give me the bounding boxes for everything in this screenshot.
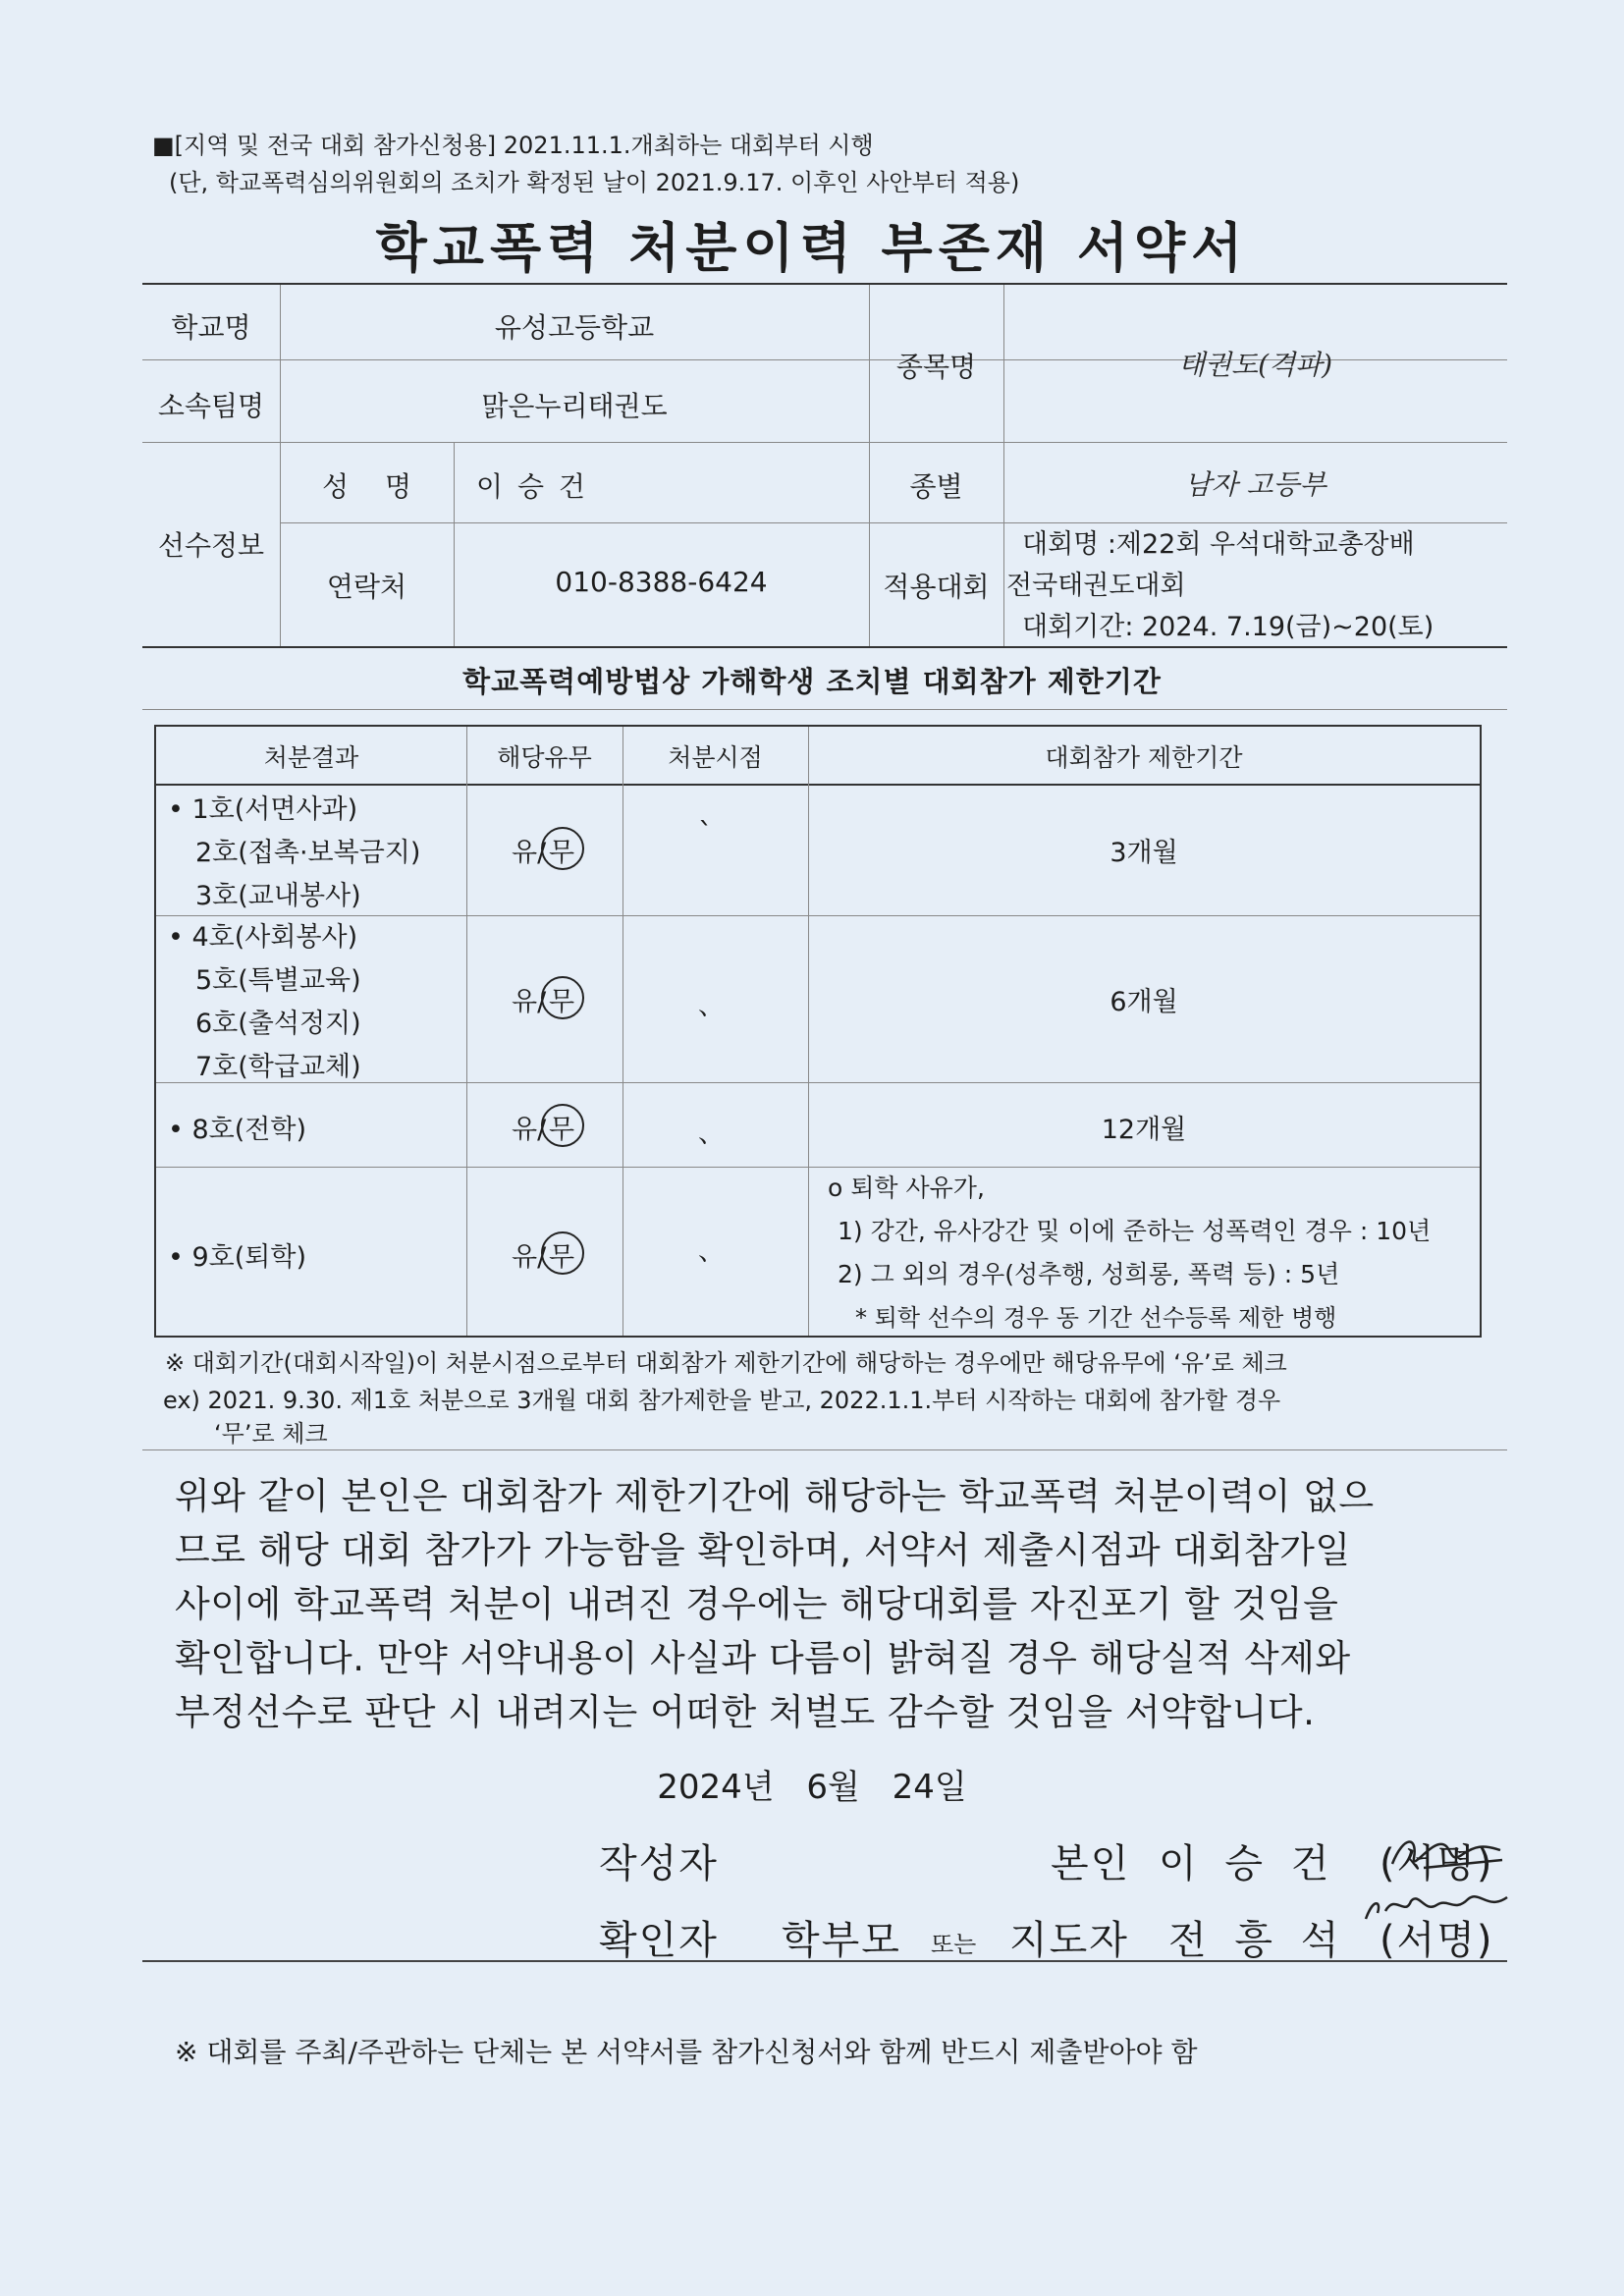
parent-label: 학부모: [782, 1918, 901, 1963]
note-line-1: ※ 대회기간(대회시작일)이 처분시점으로부터 대회참가 제한기간에 해당하는 경우에만 해당유무에 ‘유’로 체크: [165, 1349, 1287, 1377]
coach-label: 지도자: [1009, 1918, 1129, 1963]
no-checked-circle: [541, 976, 584, 1019]
yes-option: 유/: [512, 838, 547, 868]
divider: [142, 442, 1507, 443]
measure-8: • 8호(전학): [168, 1115, 306, 1145]
event-label: 종목명: [895, 351, 977, 383]
coach-name: 전 흥 석: [1168, 1918, 1347, 1963]
pledge-line: 므로 해당 대회 참가가 가능함을 확인하며, 서약서 제출시점과 대회참가일: [175, 1529, 1351, 1571]
no-checked-circle: [541, 827, 584, 870]
note-line-3: ‘무’로 체크: [214, 1420, 328, 1448]
header-applicable: 해당유무: [497, 743, 592, 772]
measure-7: 7호(학급교체): [195, 1052, 361, 1082]
event-value: 태권도(격파): [1177, 349, 1333, 381]
header-result: 처분결과: [263, 743, 359, 772]
period-line-4: * 퇴학 선수의 경우 동 기간 선수등록 제한 병행: [855, 1304, 1337, 1332]
divider: [156, 1167, 1480, 1168]
time-mark: 、: [698, 991, 725, 1021]
measure-1: • 1호(서면사과): [168, 794, 358, 825]
divider: [142, 709, 1507, 710]
sign-placeholder: (서명): [1380, 1841, 1494, 1886]
divider: [156, 784, 1480, 786]
pledge-line: 사이에 학교폭력 처분이 내려진 경우에는 해당대회를 자진포기 할 것임을: [175, 1583, 1339, 1625]
time-mark: `: [698, 817, 713, 851]
name-value: 이 승 건: [476, 470, 588, 503]
sign-placeholder-2: (서명): [1380, 1918, 1494, 1963]
info-table: [142, 283, 1507, 648]
measure-4: • 4호(사회봉사): [168, 922, 358, 953]
handwritten-signature: [1384, 1825, 1512, 1884]
period-line-3: 2) 그 외의 경우(성추행, 성희롱, 폭력 등) : 5년: [838, 1260, 1340, 1288]
player-info-label: 선수정보: [157, 529, 265, 562]
restriction-table: [154, 725, 1482, 1338]
apply-competition-label: 적용대회: [883, 571, 990, 603]
pledge-paragraph: [175, 1469, 1490, 1739]
notice-line-1: ■[지역 및 전국 대회 참가신청용] 2021.11.1.개최하는 대회부터 시행: [152, 132, 874, 159]
footer-note: ※ 대회를 주최/주관하는 단체는 본 서약서를 참가신청서와 함께 반드시 제출받아야 함: [175, 2036, 1198, 2068]
header-time: 처분시점: [668, 743, 763, 772]
period-line-1: o 퇴학 사유가,: [828, 1174, 985, 1202]
category-value: 남자 고등부: [1184, 468, 1326, 501]
document-date: 2024년 6월 24일: [657, 1768, 967, 1807]
divider: [466, 727, 467, 1336]
divider: [454, 442, 455, 646]
measure-6: 6호(출석정지): [195, 1009, 361, 1039]
confirmer-label: 확인자: [599, 1918, 719, 1963]
or-label: 또는: [931, 1931, 977, 1958]
period-value: 3개월: [1110, 838, 1178, 868]
contact-value: 010-8388-6424: [555, 566, 768, 598]
note-line-2: ex) 2021. 9.30. 제1호 처분으로 3개월 대회 참가제한을 받고, 2022.1.1.부터 시작하는 대회에 참가할 경우: [163, 1387, 1281, 1414]
school-value: 유성고등학교: [494, 311, 655, 344]
handwritten-signature-2: [1360, 1884, 1517, 1933]
competition-name-2: 전국태권도대회: [1006, 571, 1186, 601]
time-mark: 、: [698, 1236, 725, 1267]
no-option: 무: [549, 838, 575, 868]
name-label: 성 명: [322, 470, 411, 503]
contact-label: 연락처: [326, 571, 407, 603]
divider: [808, 727, 809, 1336]
period-value: 6개월: [1110, 987, 1178, 1017]
self-name: 이 승 건: [1159, 1841, 1337, 1886]
competition-period: 대회기간: 2024. 7.19(금)~20(토): [1022, 612, 1435, 642]
header-period: 대회참가 제한기간: [1045, 743, 1243, 772]
pledge-line: 확인합니다. 만약 서약내용이 사실과 다름이 밝혀질 경우 해당실적 삭제와: [175, 1637, 1351, 1679]
pledge-line: 부정선수로 판단 시 내려지는 어떠한 처벌도 감수할 것임을 서약합니다.: [175, 1691, 1316, 1733]
category-label: 종별: [909, 470, 963, 503]
yes-option: 유/: [512, 1115, 547, 1145]
pledge-line: 위와 같이 본인은 대회참가 제한기간에 해당하는 학교폭력 처분이력이 없으: [175, 1475, 1375, 1517]
notice-line-2: (단, 학교폭력심의위원회의 조치가 확정된 날이 2021.9.17. 이후인 사안부터 적용): [169, 169, 1020, 196]
divider: [142, 1960, 1507, 1962]
writer-label: 작성자: [599, 1841, 719, 1886]
page-title: 학교폭력 처분이력 부존재 서약서: [375, 217, 1249, 279]
no-option: 무: [549, 1242, 575, 1273]
school-label: 학교명: [171, 311, 251, 344]
period-value: 12개월: [1101, 1115, 1187, 1145]
time-mark: 、: [698, 1119, 725, 1149]
team-value: 맑은누리태권도: [481, 390, 668, 422]
measure-5: 5호(특별교육): [195, 965, 361, 996]
section-subtitle: 학교폭력예방법상 가해학생 조치별 대회참가 제한기간: [462, 665, 1162, 698]
team-label: 소속팀명: [157, 390, 265, 422]
yes-option: 유/: [512, 1242, 547, 1273]
no-checked-circle: [541, 1104, 584, 1147]
yes-option: 유/: [512, 987, 547, 1017]
no-option: 무: [549, 987, 575, 1017]
measure-2: 2호(접촉·보복금지): [195, 838, 421, 868]
measure-9: • 9호(퇴학): [168, 1242, 306, 1273]
no-checked-circle: [541, 1231, 584, 1275]
no-option: 무: [549, 1115, 575, 1145]
divider: [142, 1449, 1507, 1450]
self-label: 본인: [1051, 1841, 1131, 1886]
measure-3: 3호(교내봉사): [195, 881, 361, 911]
period-line-2: 1) 강간, 유사강간 및 이에 준하는 성폭력인 경우 : 10년: [838, 1217, 1432, 1245]
competition-name: 대회명 :제22회 우석대학교총장배: [1022, 529, 1415, 560]
